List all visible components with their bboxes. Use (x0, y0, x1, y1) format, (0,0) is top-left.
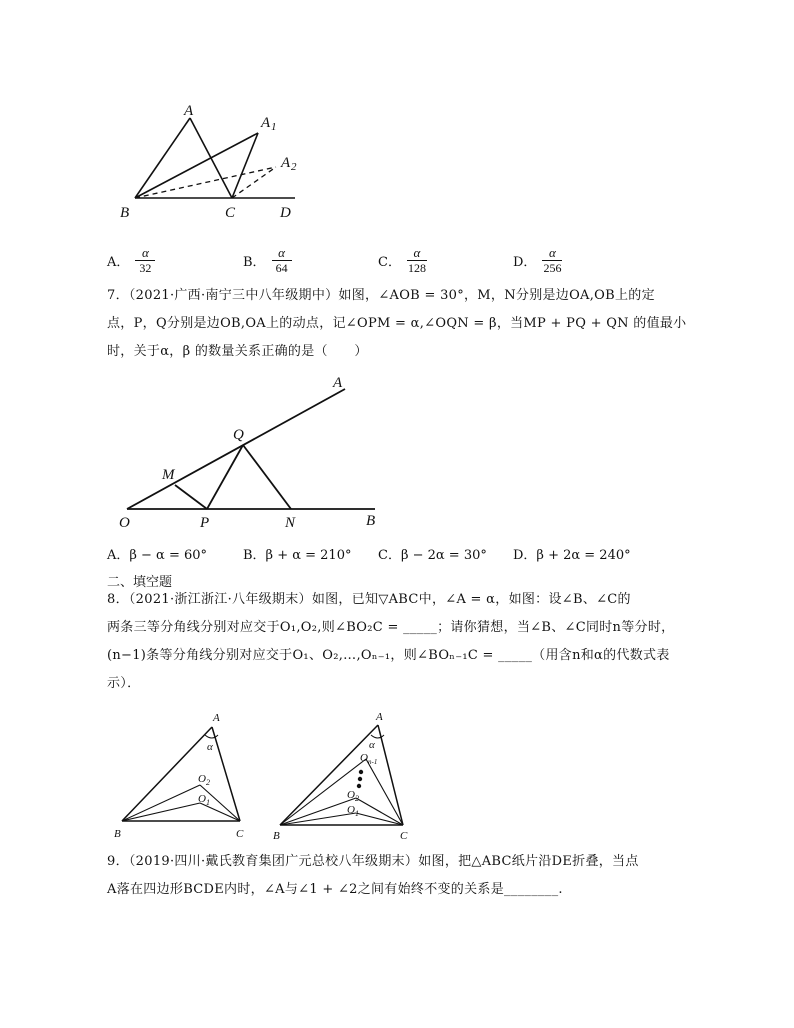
label-A: A (376, 711, 383, 723)
figure-q8-trisectors (110, 705, 260, 843)
label-O2-sub: 2 (355, 794, 359, 803)
label-M: M (162, 467, 175, 483)
label-O2-sub: 2 (206, 778, 210, 787)
q7-option-d[interactable]: D．β + 2α = 240° (513, 548, 631, 563)
q8-text (107, 586, 687, 698)
label-A: A (184, 103, 194, 119)
q8-line-3: (n−1)条等分角线分别对应交于O₁、O₂,…,Oₙ₋₁，则∠BOₙ₋₁C = _____（用含n和α的代数式表 (107, 648, 670, 663)
label-On1: O (360, 752, 368, 764)
label-A: A (213, 712, 220, 724)
label-A: A (333, 375, 343, 391)
figure-q7-angle (115, 375, 390, 530)
q6-option-c[interactable]: C． $\frac{\alpha}{128}$ (378, 245, 426, 275)
q6-option-a[interactable]: A． $\frac{\alpha}{32}$ (107, 246, 155, 275)
section-heading: 二、填空题 (107, 575, 173, 590)
label-O1-sub: 1 (206, 798, 210, 807)
label-N: N (285, 515, 296, 530)
q7-line-1: 7．（2021·广西·南宁三中八年级期中）如图，∠AOB = 30°，M，N分别是边OA,OB上的定 (107, 288, 655, 303)
fraction: $\frac{\alpha}{256}$ (543, 245, 562, 275)
label-O2: O (347, 789, 355, 801)
q7-text (107, 282, 687, 366)
label-alpha: α (369, 739, 375, 751)
q8-line-1: 8．（2021·浙江浙江·八年级期末）如图，已知▽ABC中，∠A = α，如图：设∠B、∠C的 (107, 592, 631, 607)
label-B: B (114, 828, 121, 840)
q7-line-3: 时，关于α，β 的数量关系正确的是（ ） (107, 344, 368, 359)
label-O1: O (347, 804, 355, 816)
label-On1-sub: n-1 (368, 758, 378, 766)
label-C: C (236, 828, 244, 840)
q9-text (107, 848, 687, 904)
label-A2: A (281, 155, 291, 171)
label-A1-sub: 1 (271, 121, 277, 133)
q7-option-b[interactable]: B．β + α = 210° (243, 548, 352, 563)
label-alpha: α (207, 741, 213, 753)
label-A2-sub: 2 (291, 161, 297, 173)
label-O1: O (198, 793, 206, 805)
q9-line-1: 9．（2019·四川·戴氏教育集团广元总校八年级期末）如图，把△ABC纸片沿DE折叠，当点 (107, 854, 639, 869)
label-P: P (200, 515, 210, 530)
q6-option-d[interactable]: D． $\frac{\alpha}{256}$ (513, 245, 562, 275)
figure-q8-n-sectors (270, 705, 415, 843)
label-Q: Q (233, 427, 244, 443)
q7-option-a[interactable]: A．β − α = 60° (107, 548, 208, 563)
label-O2: O (198, 773, 206, 785)
fraction: $\frac{\alpha}{32}$ (135, 246, 155, 275)
label-O1-sub: 1 (355, 809, 359, 818)
q6-option-b[interactable]: B． $\frac{\alpha}{64}$ (243, 246, 292, 275)
label-O: O (119, 515, 130, 530)
label-A1: A (261, 115, 271, 131)
label-D: D (280, 205, 291, 221)
fraction: $\frac{\alpha}{128}$ (407, 245, 426, 275)
label-C: C (400, 830, 408, 842)
figure-angle-bisectors (110, 95, 310, 225)
q7-line-2: 点，P，Q分别是边OB,OA上的动点，记∠OPM = α,∠OQN = β，当MP + PQ + QN 的值最小 (107, 316, 687, 331)
q8-line-4: 示）． (107, 676, 141, 691)
fraction: $\frac{\alpha}{64}$ (272, 246, 292, 275)
label-B: B (273, 830, 280, 842)
q7-option-c[interactable]: C．β − 2α = 30° (378, 548, 487, 563)
label-C: C (225, 205, 236, 221)
label-B: B (366, 513, 376, 529)
label-B: B (120, 205, 130, 221)
q8-line-2: 两条三等分角线分别对应交于O₁,O₂,则∠BO₂C = _____；请你猜想，当∠B、∠C同时n等分时， (107, 620, 675, 635)
q9-line-2: A落在四边形BCDE内时，∠A与∠1 + ∠2之间有始终不变的关系是________. (107, 882, 563, 897)
